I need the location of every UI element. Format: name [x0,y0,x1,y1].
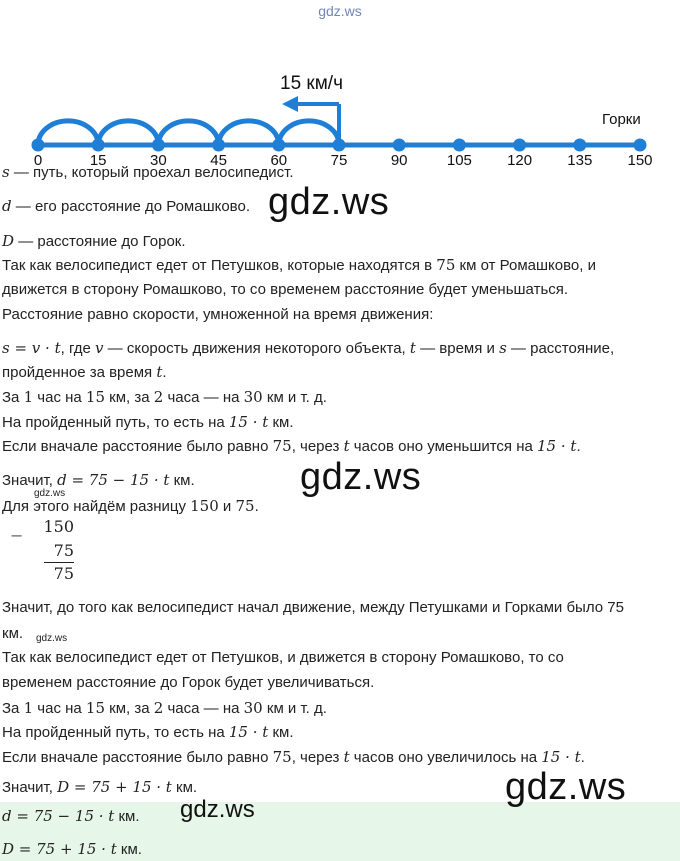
text-line: пройденное за время t. [2,363,167,381]
text-line: Для этого найдём разницу 150 и 75. [2,497,259,515]
text-line: За 1 час на 15 км, за 2 часа — на 30 км и т. д. [2,699,327,717]
text-line: За 1 час на 15 км, за 2 часа — на 30 км и т. д. [2,388,327,406]
tick-dot [513,139,526,152]
watermark: gdz.ws [300,456,422,498]
tick-dot [393,139,406,152]
end-label-gorki: Горки [602,111,641,128]
watermark: gdz.ws [180,796,255,823]
formula-line: Значит, D = 75 + 15 · t км. [2,778,198,796]
tick-label: 120 [507,152,533,169]
formula-line: Значит, d = 75 − 15 · t км. [2,471,195,489]
line-s-definition: s — путь, который проехал велосипедист. [2,163,294,181]
jump-arc [38,121,98,145]
jump-arc [158,121,218,145]
tick-label: 75 [330,152,348,169]
tick-dot [212,139,225,152]
watermark: gdz.ws [268,181,390,223]
small-watermark: gdz.ws [36,633,68,644]
jump-arc [98,121,158,145]
tick-label: 0 [33,152,43,169]
tick-label: 135 [567,152,593,169]
watermark: gdz.ws [505,766,627,808]
tick-dot [32,139,45,152]
text-line: На пройденный путь, то есть на 15 · t км. [2,723,294,741]
tick-dot [634,139,647,152]
subtraction-minuend: 150 [43,517,74,536]
jump-arc [279,121,339,145]
tick-dot [272,139,285,152]
jump-arcs [38,121,339,145]
tick-label: 60 [270,152,288,169]
text-line: временем расстояние до Горок будет увеличиваться. [2,674,375,691]
number-line-diagram [0,24,680,169]
text-line: Значит, до того как велосипедист начал движение, между Петушками и Горками было 75 [2,599,624,616]
speed-arrow-head [282,96,298,112]
tick-dot [573,139,586,152]
tick-dot [152,139,165,152]
subtraction-sign: − [10,526,24,545]
text-line: Если вначале расстояние было равно 75, через t часов оно уменьшится на 15 · t. [2,437,581,455]
text-line: движется в сторону Ромашково, то со временем расстояние будет уменьшаться. [2,281,569,298]
line-D-definition: D — расстояние до Горок. [2,232,186,250]
answer-line-D: D = 75 + 15 · t км. [2,840,142,858]
tick-label: 15 [89,152,107,169]
top-watermark: gdz.ws [318,3,362,19]
subtraction-subtrahend: 75 [53,541,74,560]
text-line: Так как велосипедист едет от Петушков, которые находятся в 75 км от Ромашково, и [2,256,596,274]
text-line: На пройденный путь, то есть на 15 · t км. [2,413,294,431]
subtraction-result: 75 [53,564,74,583]
tick-dot [453,139,466,152]
formula-line: s = v · t, где v — скорость движения некоторого объекта, t — время и s — расстояние, [2,339,615,357]
jump-arc [219,121,279,145]
small-watermark: gdz.ws [34,488,66,499]
tick-label: 105 [446,152,472,169]
text-line: Если вначале расстояние было равно 75, через t часов оно увеличилось на 15 · t. [2,748,585,766]
subtraction-bar [44,562,74,563]
text-line: Так как велосипедист едет от Петушков, и движется в сторону Ромашково, то со [2,649,564,666]
speed-label: 15 км/ч [280,73,343,94]
tick-dot [92,139,105,152]
text-line: Расстояние равно скорости, умноженной на время движения: [2,306,434,323]
text-line: км. [2,625,24,642]
line-d-definition: d — его расстояние до Ромашково. [2,197,250,215]
tick-label: 45 [210,152,227,169]
tick-label: 150 [627,152,653,169]
tick-label: 90 [390,152,408,169]
answer-line-d: d = 75 − 15 · t км. [2,807,140,825]
tick-label: 30 [150,152,167,169]
